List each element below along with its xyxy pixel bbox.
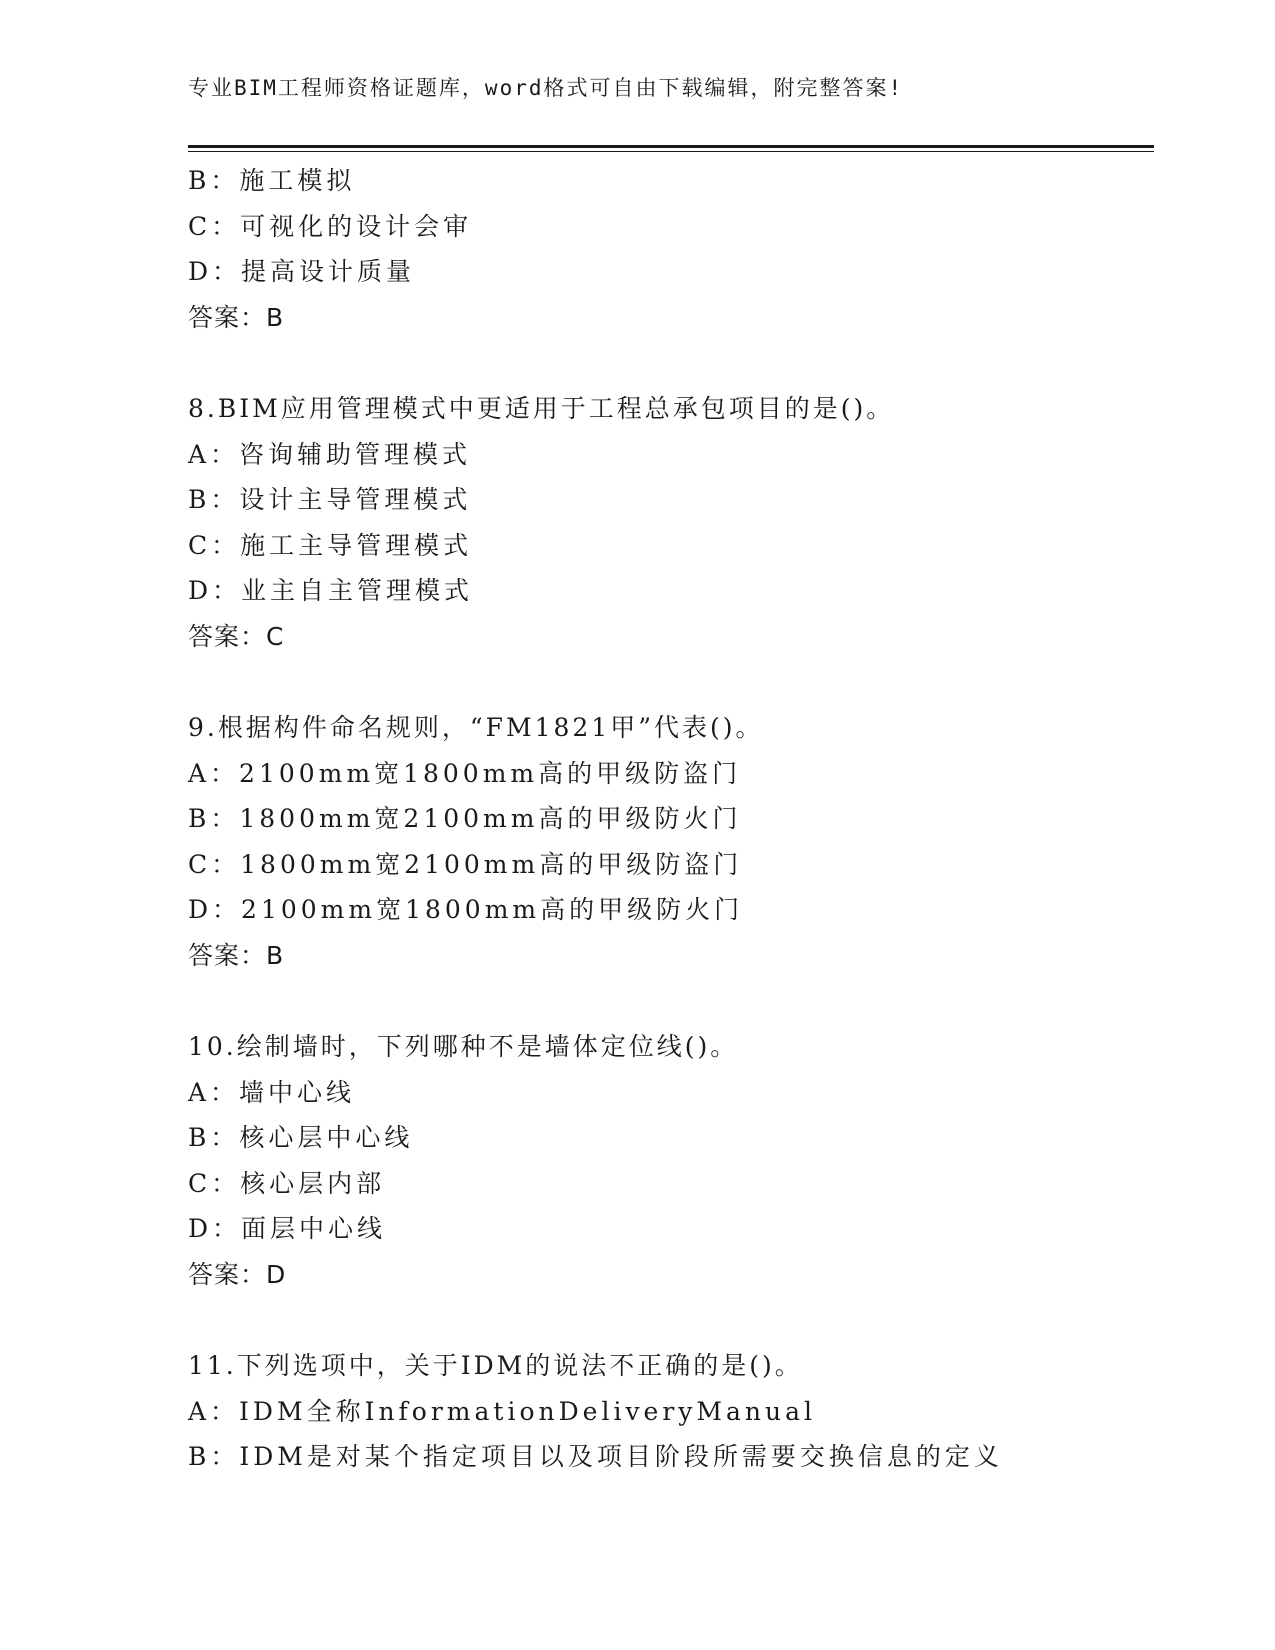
option-a: A：墙中心线 — [188, 1077, 356, 1107]
question-block-9 — [188, 705, 1154, 978]
question-block-8 — [188, 386, 1154, 659]
option-b: B：IDM是对某个指定项目以及项目阶段所需要交换信息的定义 — [188, 1442, 1003, 1471]
answer-line: 答案：C — [188, 621, 285, 651]
option-c: C：核心层内部 — [188, 1168, 386, 1198]
header-divider-thick — [188, 145, 1154, 148]
question-text: 9.根据构件命名规则，“FM1821甲”代表()。 — [188, 713, 764, 742]
header-divider-thin — [188, 151, 1154, 152]
option-b: B：1800mm宽2100mm高的甲级防火门 — [188, 804, 742, 833]
spacer — [188, 978, 1154, 1024]
answer-line: 答案：D — [188, 1259, 287, 1289]
option-c: C：1800mm宽2100mm高的甲级防盗门 — [188, 849, 743, 879]
option-a: A：IDM全称InformationDeliveryManual — [188, 1396, 817, 1426]
option-c: C：可视化的设计会审 — [188, 211, 473, 241]
option-d: D：2100mm宽1800mm高的甲级防火门 — [188, 895, 744, 924]
option-b: B：核心层中心线 — [188, 1123, 414, 1152]
option-d: D：面层中心线 — [188, 1214, 387, 1243]
question-text: 11.下列选项中，关于IDM的说法不正确的是()。 — [188, 1351, 803, 1380]
answer-line: 答案：B — [188, 940, 285, 970]
answer-line: 答案：B — [188, 302, 285, 332]
option-a: A：2100mm宽1800mm高的甲级防盗门 — [188, 758, 742, 788]
question-block-10 — [188, 1024, 1154, 1297]
page-header: 专业BIM工程师资格证题库，word格式可自由下载编辑，附完整答案! — [188, 76, 904, 100]
option-a: A：咨询辅助管理模式 — [188, 439, 472, 469]
option-c: C：施工主导管理模式 — [188, 530, 473, 560]
option-b: B：施工模拟 — [188, 166, 356, 195]
spacer — [188, 659, 1154, 705]
carryover-block — [188, 158, 1154, 340]
option-b: B：设计主导管理模式 — [188, 485, 472, 514]
question-text: 8.BIM应用管理模式中更适用于工程总承包项目的是()。 — [188, 394, 895, 423]
option-d: D：业主自主管理模式 — [188, 576, 474, 605]
option-d: D：提高设计质量 — [188, 257, 416, 286]
spacer — [188, 340, 1154, 386]
spacer — [188, 1297, 1154, 1343]
question-text: 10.绘制墙时，下列哪种不是墙体定位线()。 — [188, 1032, 739, 1061]
question-block-11 — [188, 1343, 1154, 1480]
question-content — [188, 158, 1154, 1480]
